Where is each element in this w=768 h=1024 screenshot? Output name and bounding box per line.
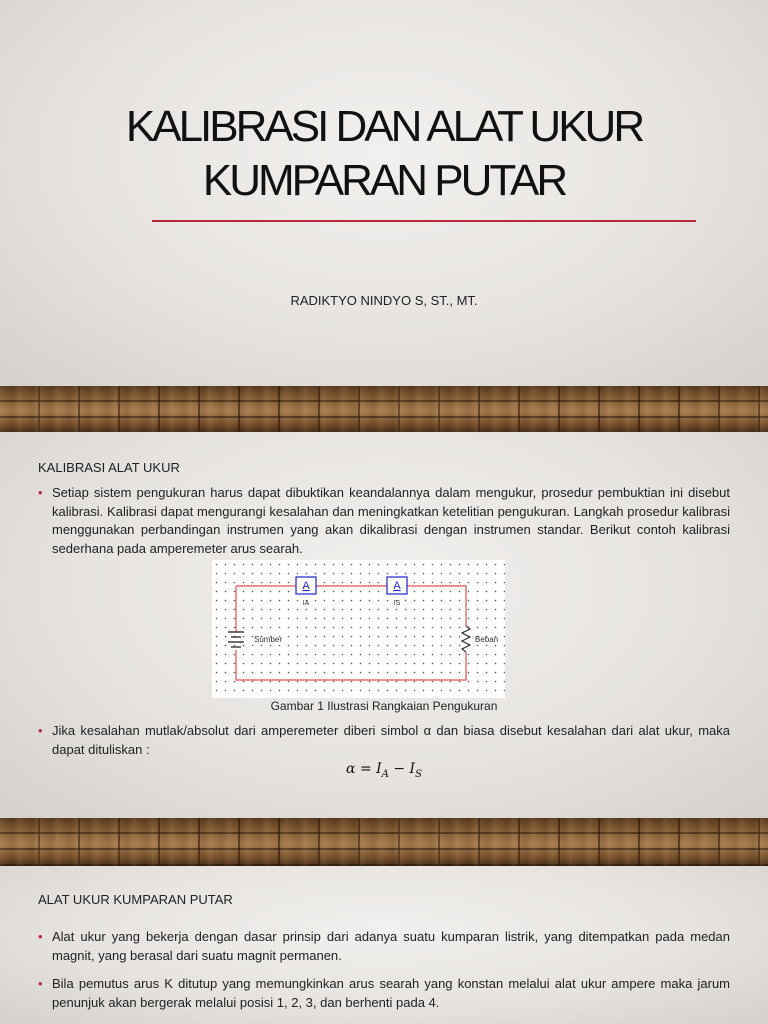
circuit-svg xyxy=(212,560,505,698)
meter2-label: IS xyxy=(393,600,401,607)
wood-floor-divider xyxy=(0,818,768,866)
author-name: RADIKTYO NINDYO S, ST., MT. xyxy=(290,293,478,308)
source-label: Sumber xyxy=(254,635,283,644)
slide-title xyxy=(0,100,768,208)
wood-floor-divider xyxy=(0,386,768,432)
bullet-list xyxy=(38,484,730,558)
section-heading: KALIBRASI ALAT UKUR xyxy=(38,460,180,475)
formula-sub-a: A xyxy=(381,768,389,780)
formula-lhs: α = xyxy=(346,761,372,777)
bullet-item: • Setiap sistem pengukuran harus dapat dibuktikan keandalannya dalam mengukur, prosedur pembuktian ini disebut kalibrasi. Kalibrasi dapat mengurangi kesalahan dan meningkatkan ketelitian pengukuran. Langkah prosedur kalibrasi menggunakan perbandingan instrumen yang akan dikalibrasi dengan instrumen standar. Berikut contoh kalibrasi sederhana pada amperemeter arus searah. xyxy=(38,484,730,558)
grid-dots xyxy=(212,560,505,698)
meter1-symbol: A xyxy=(302,580,310,592)
figure-caption: Gambar 1 Ilustrasi Rangkaian Pengukuran xyxy=(270,699,498,713)
bullet-list xyxy=(38,722,730,759)
formula-sub-s: S xyxy=(415,768,422,780)
bullet-item: • Alat ukur yang bekerja dengan dasar prinsip dari adanya suatu kumparan listrik, yang ditempatkan pada medan magnit, yang berasal dari suatu magnit permanen. xyxy=(38,928,730,965)
calibration-slide xyxy=(0,432,768,818)
bullet-item: • Bila pemutus arus K ditutup yang memungkinkan arus searah yang konstan melalui alat ukur ampere maka jarum penunjuk akan bergerak melalui posisi 1, 2, 3, dan berhenti pada 4. xyxy=(38,975,730,1012)
moving-coil-slide xyxy=(0,866,768,1024)
bullet-item: • Jika kesalahan mutlak/absolut dari amperemeter diberi simbol α dan biasa disebut kesalahan dari alat ukur, maka dapat dituliskan : xyxy=(38,722,730,759)
ammeter-a-icon xyxy=(296,577,316,594)
title-divider xyxy=(152,220,696,222)
load-label: Beban xyxy=(475,635,499,644)
formula-i: I xyxy=(409,761,416,777)
meter2-symbol: A xyxy=(393,580,401,592)
formula-i: I xyxy=(376,761,382,777)
slide-title-line1: KALIBRASI DAN ALAT UKUR xyxy=(125,102,643,151)
formula-term-a xyxy=(376,761,389,780)
title-slide xyxy=(0,0,768,386)
formula-term-s xyxy=(409,761,422,780)
meter1-label: IA xyxy=(302,600,310,607)
formula-minus: − xyxy=(388,761,410,777)
ammeter-s-icon xyxy=(387,577,407,594)
bullet-list xyxy=(38,928,730,1012)
circuit-diagram xyxy=(212,560,505,698)
section-heading: ALAT UKUR KUMPARAN PUTAR xyxy=(38,892,233,907)
slide-title-line2: KUMPARAN PUTAR xyxy=(202,156,566,205)
error-formula xyxy=(0,761,768,780)
